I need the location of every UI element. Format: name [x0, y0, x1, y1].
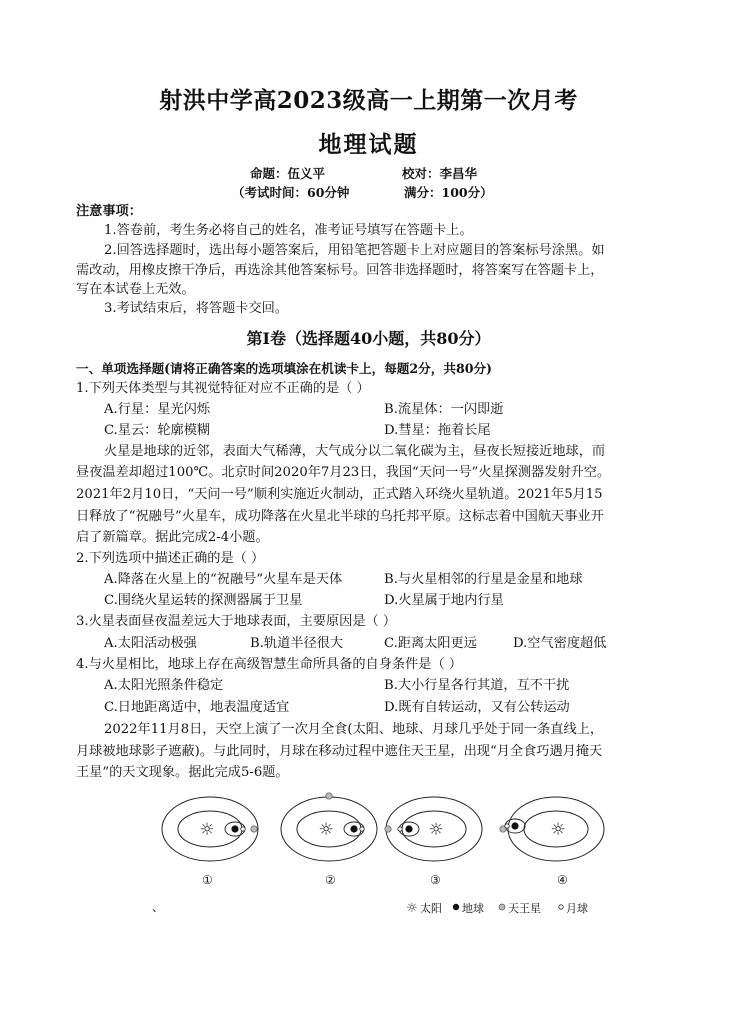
notice-heading: 注意事项： [76, 204, 142, 219]
diagram-label-2: ② [325, 873, 336, 887]
q4-option-c: C.日地距离适中，地表温度适宜 [104, 700, 290, 715]
earth-dot [511, 822, 518, 829]
uranus-dot [326, 793, 332, 799]
q4-option-d: D.既有自转运动，又有公转运动 [384, 700, 570, 715]
q2-option-a: A.降落在火星上的“祝融号”火星车是天体 [104, 572, 343, 587]
q1-stem: 1.下列天体类型与其视觉特征对应不正确的是（ ） [76, 381, 370, 396]
q2-option-d: D.火星属于地内行星 [384, 593, 504, 608]
earth-dot [405, 825, 412, 832]
legend-earth-label: 地球 [462, 902, 484, 915]
sun-icon: ☼ [199, 820, 215, 840]
diagram-label-3: ③ [430, 873, 441, 887]
moon-dot [505, 824, 509, 828]
sun-icon: ☼ [428, 820, 444, 840]
legend-uranus-label: 天王星 [508, 902, 541, 915]
notice-item-2c: 写在本试卷上无效。 [76, 282, 195, 297]
sun-icon: ☼ [550, 820, 566, 840]
legend-sun-label: 太阳 [420, 902, 442, 915]
q3-stem: 3.火星表面昼夜温差远大于地球表面，主要原因是（ ） [76, 614, 397, 629]
passage1-line-1: 火星是地球的近邻，表面大气稀薄，大气成分以二氧化碳为主，昼夜长短接近地球，而 [104, 444, 606, 459]
earth-dot [231, 825, 238, 832]
q1-option-c: C.星云：轮廓模糊 [104, 423, 211, 438]
q2-option-c: C.围绕火星运转的探测器属于卫星 [104, 593, 303, 608]
legend-earth-icon [453, 904, 459, 910]
checker-label: 校对：李昌华 [402, 166, 478, 181]
moon-dot [360, 827, 364, 831]
uranus-dot [251, 826, 257, 832]
exam-time: （考试时间：60分钟 [232, 185, 350, 200]
legend-moon-label: 月球 [566, 902, 588, 915]
exam-score: 满分：100分） [404, 185, 493, 200]
diagram-label-1: ① [202, 873, 213, 887]
q4-option-a: A.太阳光照条件稳定 [104, 678, 224, 693]
earth-dot [350, 825, 357, 832]
q4-option-b: B.大小行星各行其道，互不干扰 [384, 678, 570, 693]
passage1-line-4: 日释放了“祝融号”火星车，成功降落在火星北半球的乌托邦平原。这标志着中国航天事业开 [76, 509, 604, 524]
q3-option-a: A.太阳活动极强 [104, 636, 197, 651]
passage1-line-3: 2021年2月10日，“天问一号”顺利实施近火制动，正式踏入环绕火星轨道。2021年5月15 [76, 487, 603, 502]
setter-label: 命题：伍义平 [250, 166, 326, 181]
passage2-line-2: 月球被地球影子遮蔽)。与此同时，月球在移动过程中遮住天王星，出现“月全食巧遇月掩天 [76, 744, 603, 759]
notice-item-2a: 2.回答选择题时，选出每小题答案后，用铅笔把答题卡上对应题目的答案标号涂黑。如 [104, 243, 605, 258]
q1-option-d: D.彗星：拖着长尾 [384, 423, 491, 438]
section-heading: 第Ⅰ卷（选择题40小题，共80分） [246, 329, 491, 348]
q3-option-c: C.距离太阳更远 [384, 636, 477, 651]
q3-option-d: D.空气密度超低 [513, 636, 607, 651]
q4-stem: 4.与火星相比，地球上存在高级智慧生命所具备的自身条件是（ ） [76, 657, 463, 672]
moon-dot [241, 827, 245, 831]
passage2-line-1: 2022年11月8日，天空上演了一次月全食(太阳、地球、月球几乎处于同一条直线上， [104, 722, 604, 737]
exam-title: 射洪中学高2023级高一上期第一次月考 [159, 87, 578, 114]
q1-option-b: B.流星体：一闪即逝 [384, 402, 504, 417]
q2-option-b: B.与火星相邻的行星是金星和地球 [384, 572, 583, 587]
sun-icon: ☼ [318, 820, 334, 840]
moon-dot [398, 827, 402, 831]
legend-sun-icon: ☼ [406, 901, 418, 916]
q1-option-a: A.行星：星光闪烁 [104, 402, 211, 417]
uranus-dot [385, 826, 391, 832]
part-heading: 一、单项选择题(请将正确答案的选项填涂在机读卡上，每题2分，共80分) [76, 361, 493, 376]
q3-option-b: B.轨道半径很大 [250, 636, 344, 651]
figure-note: 、 [152, 900, 165, 914]
passage1-line-2: 昼夜温差却超过100℃。北京时间2020年7月23日，我国“天问一号”火星探测器发射升空。 [76, 465, 611, 480]
notice-item-2b: 需改动，用橡皮擦干净后，再选涂其他答案标号。回答非选择题时，将答案写在答题卡上， [76, 263, 604, 278]
legend-uranus-icon [499, 904, 505, 910]
notice-item-3: 3.考试结束后，将答题卡交回。 [104, 301, 289, 316]
notice-item-1: 1.答卷前，考生务必将自己的姓名，准考证号填写在答题卡上。 [104, 223, 473, 238]
legend-moon-icon [559, 905, 563, 909]
passage1-line-5: 启了新篇章。据此完成2-4小题。 [76, 530, 269, 545]
passage2-line-3: 王星”的天文现象。据此完成5-6题。 [76, 765, 289, 780]
diagram-label-4: ④ [557, 873, 568, 887]
q2-stem: 2.下列选项中描述正确的是（ ） [76, 551, 265, 566]
exam-subtitle: 地理试题 [318, 131, 419, 158]
